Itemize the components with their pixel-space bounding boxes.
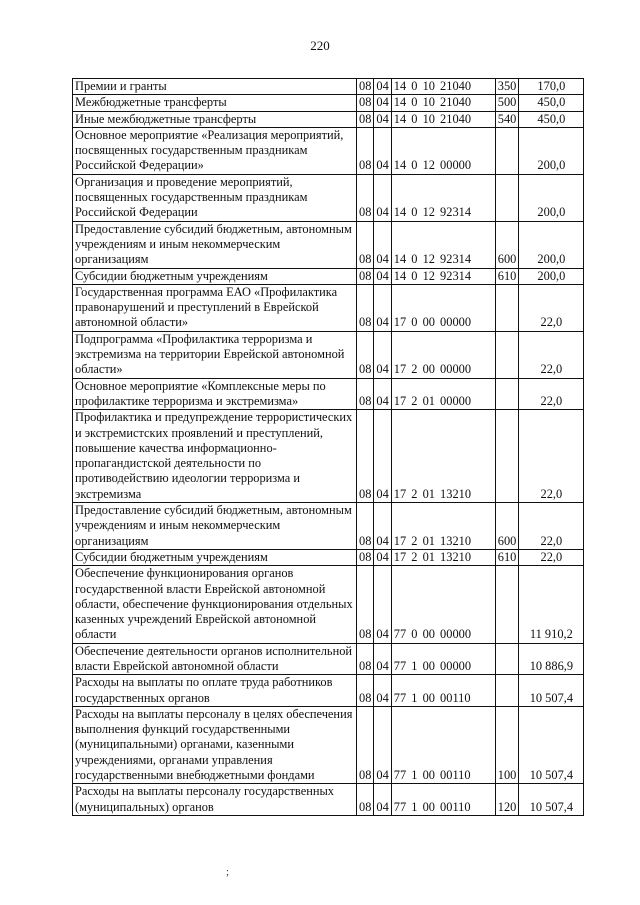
table-row: [73, 566, 584, 643]
row-glava-cell: 08: [357, 284, 374, 331]
row-razdel-cell: 04: [374, 331, 391, 378]
row-target-article-cell: 14 0 12 00000: [391, 127, 495, 174]
row-razdel-cell: 04: [374, 410, 391, 503]
row-expense-type-cell: 350: [495, 79, 519, 95]
row-name-cell: Основное мероприятие «Реализация мероприятий, посвященных государственным праздникам Российской Федерации»: [73, 127, 357, 174]
table-row: [73, 675, 584, 707]
row-expense-type-cell: [495, 284, 519, 331]
table-row: [73, 331, 584, 378]
row-expense-type-cell: [495, 331, 519, 378]
row-expense-type-cell: 600: [495, 221, 519, 268]
row-expense-type-cell: [495, 127, 519, 174]
row-name-cell: Профилактика и предупреждение террористических и экстремистских проявлений и преступлений, повышение качества информационно-пропагандистской деятельности по противодействию идеологии терроризма и экстремизма: [73, 410, 357, 503]
row-expense-type-cell: 500: [495, 95, 519, 111]
row-glava-cell: 08: [357, 549, 374, 565]
row-razdel-cell: 04: [374, 784, 391, 816]
row-target-article-cell: 14 0 12 92314: [391, 221, 495, 268]
row-expense-type-cell: 600: [495, 503, 519, 550]
row-name-cell: Расходы на выплаты по оплате труда работников государственных органов: [73, 675, 357, 707]
table-row: [73, 95, 584, 111]
row-razdel-cell: 04: [374, 111, 391, 127]
row-expense-type-cell: 610: [495, 549, 519, 565]
row-expense-type-cell: [495, 174, 519, 221]
row-glava-cell: 08: [357, 503, 374, 550]
row-amount-cell: 200,0: [519, 221, 584, 268]
row-amount-cell: 10 507,4: [519, 706, 584, 783]
table-row: [73, 503, 584, 550]
row-target-article-cell: 77 1 00 00110: [391, 675, 495, 707]
row-razdel-cell: 04: [374, 643, 391, 675]
row-target-article-cell: 17 0 00 00000: [391, 284, 495, 331]
row-name-cell: Обеспечение деятельности органов исполнительной власти Еврейской автономной области: [73, 643, 357, 675]
row-glava-cell: 08: [357, 221, 374, 268]
row-target-article-cell: 77 1 00 00110: [391, 706, 495, 783]
row-name-cell: Государственная программа ЕАО «Профилактика правонарушений и преступлений в Еврейской автономной области»: [73, 284, 357, 331]
row-target-article-cell: 17 2 01 13210: [391, 410, 495, 503]
row-glava-cell: 08: [357, 643, 374, 675]
row-razdel-cell: 04: [374, 549, 391, 565]
row-name-cell: Расходы на выплаты персоналу государственных (муниципальных) органов: [73, 784, 357, 816]
row-name-cell: Предоставление субсидий бюджетным, автономным учреждениям и иным некоммерческим организациям: [73, 503, 357, 550]
row-glava-cell: 08: [357, 410, 374, 503]
row-amount-cell: 22,0: [519, 503, 584, 550]
row-glava-cell: 08: [357, 675, 374, 707]
row-razdel-cell: 04: [374, 127, 391, 174]
table-row: [73, 784, 584, 816]
table-row: [73, 284, 584, 331]
row-glava-cell: 08: [357, 111, 374, 127]
row-target-article-cell: 17 2 01 00000: [391, 378, 495, 410]
row-amount-cell: 22,0: [519, 284, 584, 331]
table-row: [73, 127, 584, 174]
table-row: [73, 79, 584, 95]
row-glava-cell: 08: [357, 95, 374, 111]
row-target-article-cell: 14 0 12 92314: [391, 174, 495, 221]
row-target-article-cell: 14 0 10 21040: [391, 95, 495, 111]
table-row: [73, 268, 584, 284]
row-glava-cell: 08: [357, 268, 374, 284]
row-expense-type-cell: 610: [495, 268, 519, 284]
row-amount-cell: 450,0: [519, 111, 584, 127]
row-expense-type-cell: [495, 643, 519, 675]
row-name-cell: Субсидии бюджетным учреждениям: [73, 268, 357, 284]
row-amount-cell: 22,0: [519, 331, 584, 378]
row-glava-cell: 08: [357, 566, 374, 643]
row-name-cell: Иные межбюджетные трансферты: [73, 111, 357, 127]
row-name-cell: Организация и проведение мероприятий, посвященных государственным праздникам Российской Федерации: [73, 174, 357, 221]
row-amount-cell: 200,0: [519, 174, 584, 221]
table-row: [73, 174, 584, 221]
budget-table-body: [73, 79, 584, 816]
page-number: 220: [310, 38, 330, 53]
table-row: [73, 549, 584, 565]
row-razdel-cell: 04: [374, 566, 391, 643]
row-amount-cell: 170,0: [519, 79, 584, 95]
row-amount-cell: 200,0: [519, 268, 584, 284]
row-expense-type-cell: [495, 566, 519, 643]
row-razdel-cell: 04: [374, 503, 391, 550]
row-glava-cell: 08: [357, 784, 374, 816]
row-amount-cell: 450,0: [519, 95, 584, 111]
row-name-cell: Субсидии бюджетным учреждениям: [73, 549, 357, 565]
row-target-article-cell: 77 1 00 00000: [391, 643, 495, 675]
row-amount-cell: 10 507,4: [519, 784, 584, 816]
budget-table: [72, 78, 584, 816]
row-name-cell: Расходы на выплаты персоналу в целях обеспечения выполнения функций государственными (муниципальными) органами, казенными учреждениями, органами управления государственными внебюджетными фондами: [73, 706, 357, 783]
table-row: [73, 706, 584, 783]
row-target-article-cell: 17 2 01 13210: [391, 503, 495, 550]
row-expense-type-cell: 120: [495, 784, 519, 816]
row-glava-cell: 08: [357, 706, 374, 783]
row-name-cell: Основное мероприятие «Комплексные меры по профилактике терроризма и экстремизма»: [73, 378, 357, 410]
row-razdel-cell: 04: [374, 378, 391, 410]
row-razdel-cell: 04: [374, 221, 391, 268]
table-row: [73, 410, 584, 503]
row-target-article-cell: 17 2 00 00000: [391, 331, 495, 378]
table-row: [73, 111, 584, 127]
row-amount-cell: 200,0: [519, 127, 584, 174]
row-target-article-cell: 14 0 12 92314: [391, 268, 495, 284]
row-amount-cell: 11 910,2: [519, 566, 584, 643]
row-glava-cell: 08: [357, 79, 374, 95]
row-glava-cell: 08: [357, 378, 374, 410]
row-expense-type-cell: 540: [495, 111, 519, 127]
row-target-article-cell: 17 2 01 13210: [391, 549, 495, 565]
row-glava-cell: 08: [357, 331, 374, 378]
row-name-cell: Межбюджетные трансферты: [73, 95, 357, 111]
row-expense-type-cell: [495, 410, 519, 503]
table-row: [73, 378, 584, 410]
row-razdel-cell: 04: [374, 174, 391, 221]
row-target-article-cell: 77 0 00 00000: [391, 566, 495, 643]
row-razdel-cell: 04: [374, 675, 391, 707]
row-amount-cell: 22,0: [519, 378, 584, 410]
row-expense-type-cell: [495, 378, 519, 410]
row-amount-cell: 22,0: [519, 410, 584, 503]
row-name-cell: Обеспечение функционирования органов государственной власти Еврейской автономной области, обеспечение функционирования отдельных казенных учреждений Еврейской автономной области: [73, 566, 357, 643]
row-name-cell: Предоставление субсидий бюджетным, автономным учреждениям и иным некоммерческим организациям: [73, 221, 357, 268]
table-row: [73, 221, 584, 268]
row-razdel-cell: 04: [374, 268, 391, 284]
row-name-cell: Премии и гранты: [73, 79, 357, 95]
row-target-article-cell: 14 0 10 21040: [391, 111, 495, 127]
row-expense-type-cell: [495, 675, 519, 707]
row-name-cell: Подпрограмма «Профилактика терроризма и экстремизма на территории Еврейской автономной области»: [73, 331, 357, 378]
row-razdel-cell: 04: [374, 79, 391, 95]
footer-mark: ;: [226, 866, 230, 878]
row-target-article-cell: 14 0 10 21040: [391, 79, 495, 95]
row-razdel-cell: 04: [374, 706, 391, 783]
row-glava-cell: 08: [357, 174, 374, 221]
row-razdel-cell: 04: [374, 95, 391, 111]
row-expense-type-cell: 100: [495, 706, 519, 783]
row-razdel-cell: 04: [374, 284, 391, 331]
table-row: [73, 643, 584, 675]
row-amount-cell: 10 507,4: [519, 675, 584, 707]
row-target-article-cell: 77 1 00 00110: [391, 784, 495, 816]
row-glava-cell: 08: [357, 127, 374, 174]
row-amount-cell: 22,0: [519, 549, 584, 565]
row-amount-cell: 10 886,9: [519, 643, 584, 675]
